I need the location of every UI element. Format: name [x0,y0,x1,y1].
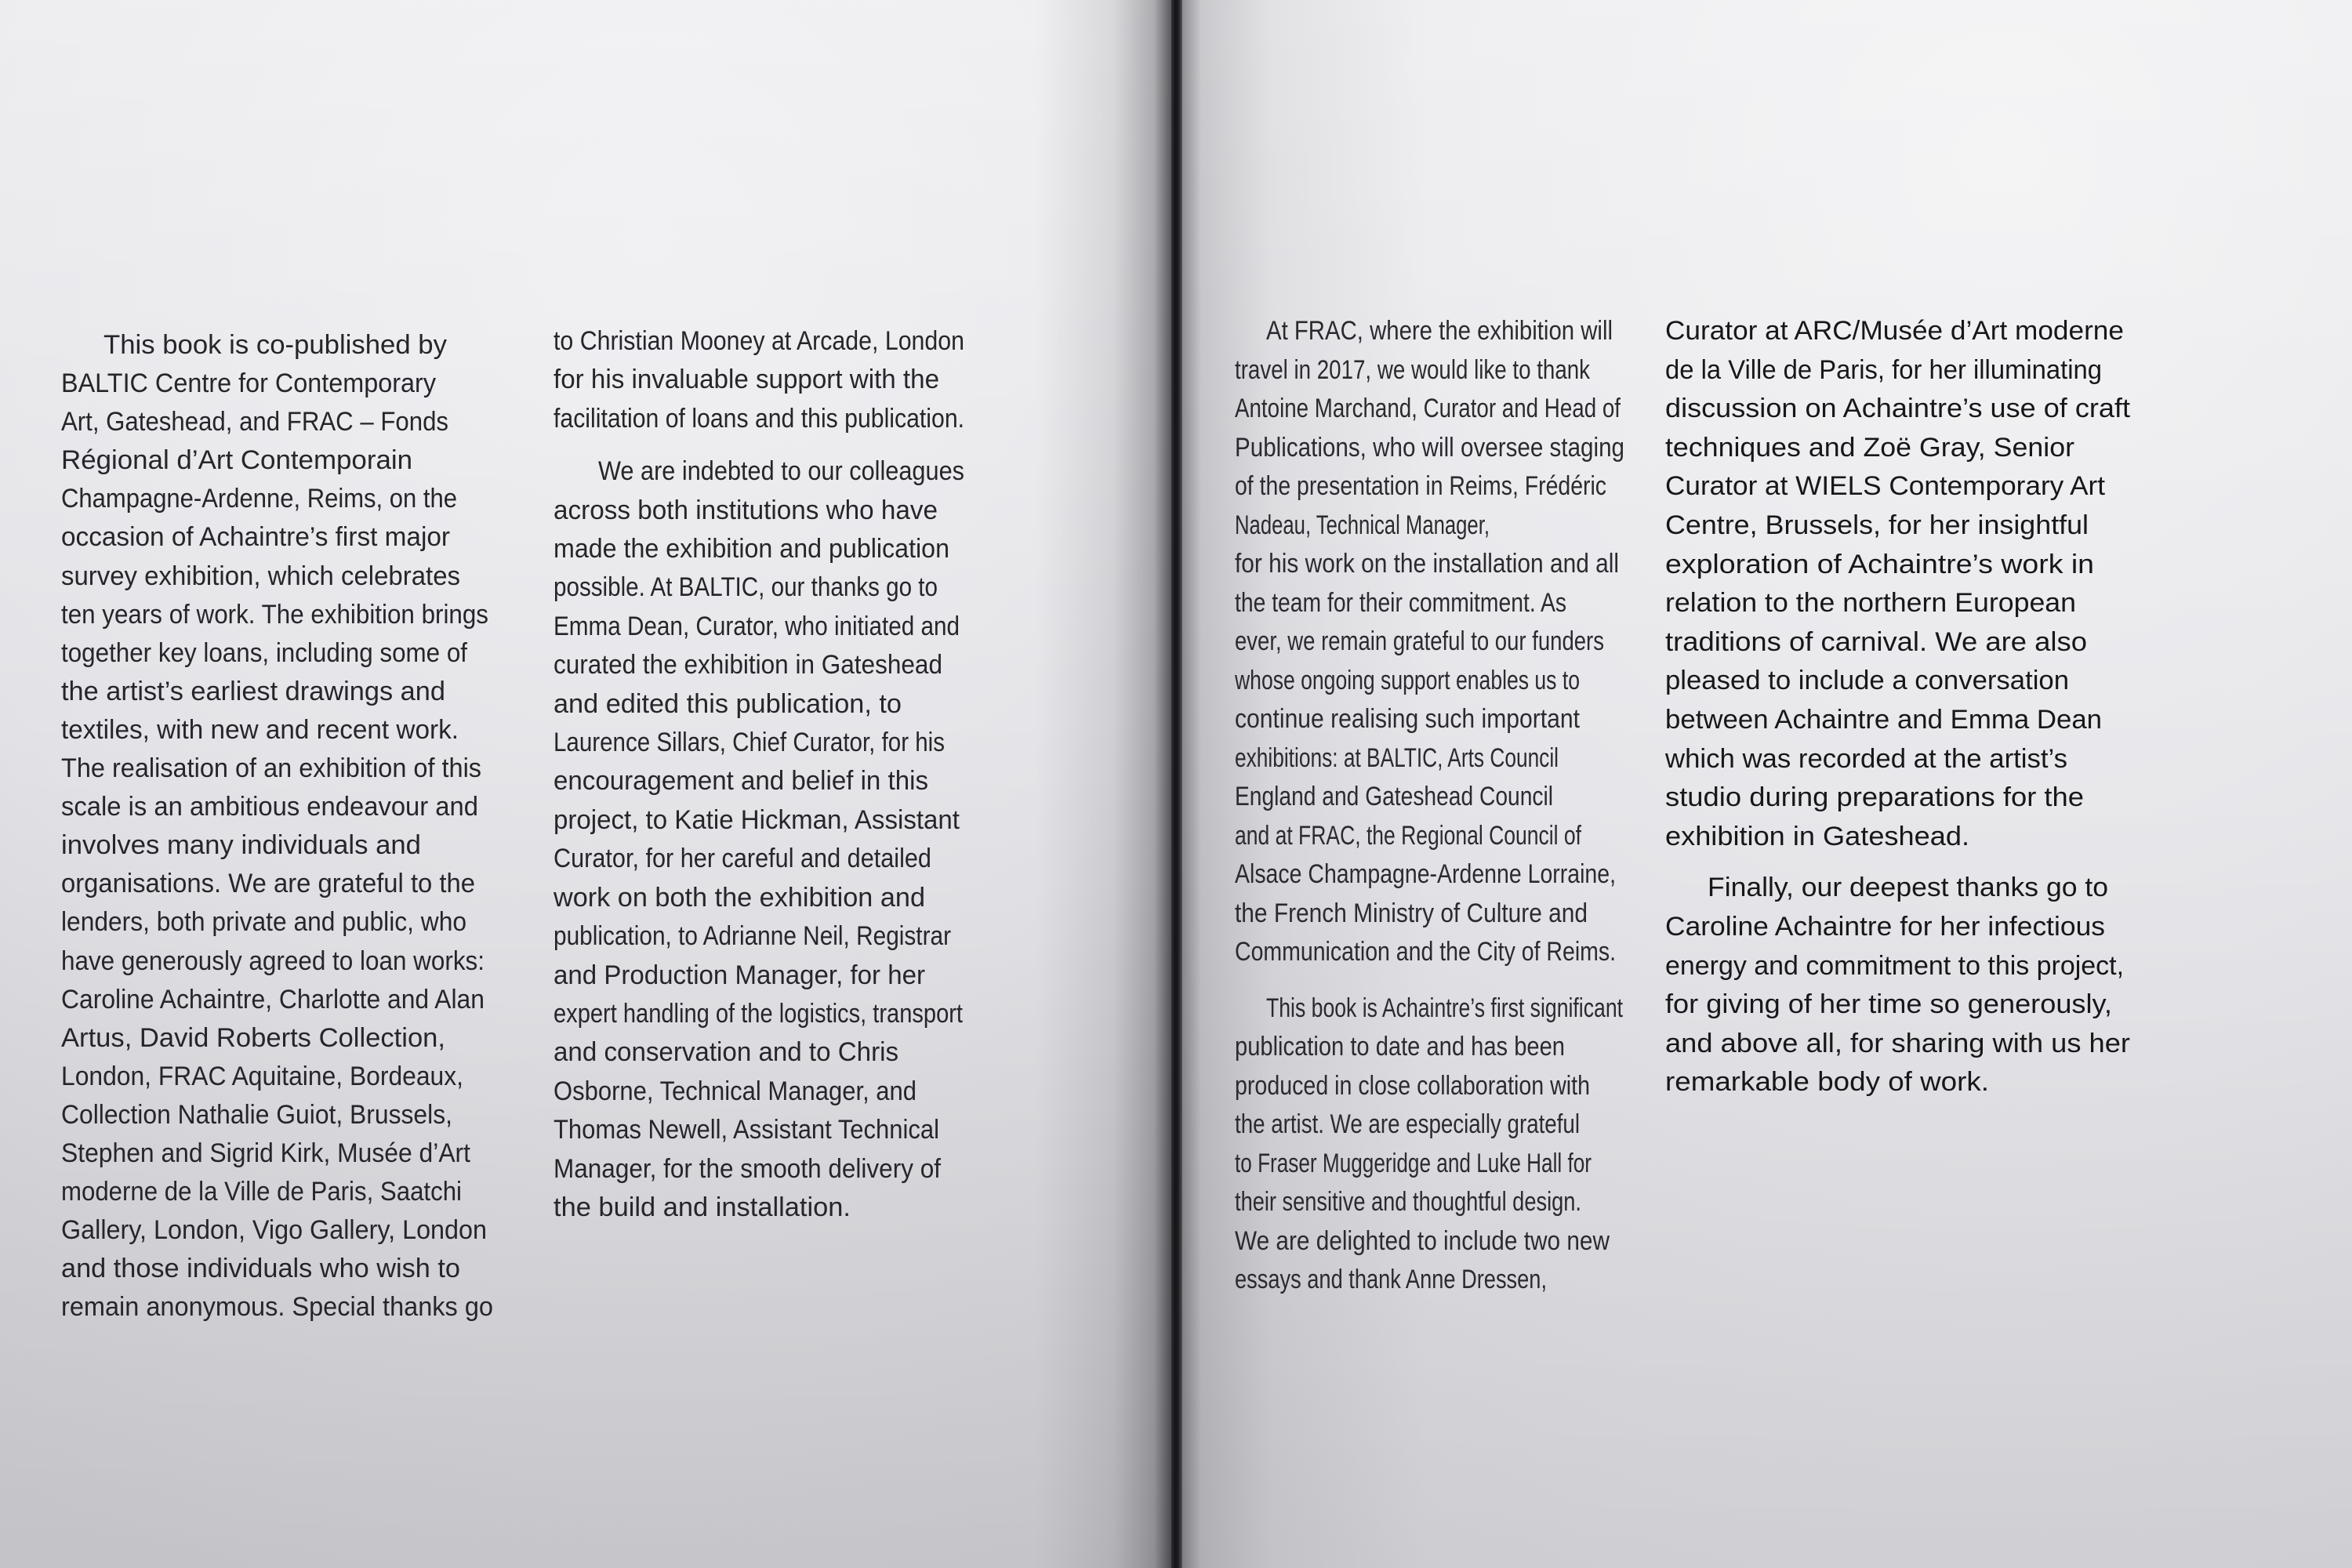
text-line: curated the exhibition in Gateshead [554,650,942,681]
text-line: techniques and Zoë Gray, Senior [1665,432,2075,463]
text-line: Collection Nathalie Guiot, Brussels, [61,1099,452,1130]
text-line: whose ongoing support enables us to [1235,665,1580,695]
text-line: We are indebted to our colleagues [598,456,965,487]
text-line: and Production Manager, for her [554,960,925,990]
text-line: de la Ville de Paris, for her illuminating [1665,354,2102,385]
text-line: travel in 2017, we would like to thank [1235,354,1591,385]
left-page-column-1 [61,326,524,1327]
text-line: and those individuals who wish to [61,1254,460,1284]
text-line: exhibitions: at BALTIC, Arts Council [1235,742,1559,773]
text-line: Curator at WIELS Contemporary Art [1665,471,2106,502]
text-line: Curator, for her careful and detailed [554,844,931,874]
text-line: relation to the northern European [1665,588,2077,619]
text-line: exploration of Achaintre’s work in [1665,549,2095,579]
text-line: London, FRAC Aquitaine, Bordeaux, [61,1061,464,1091]
text-line: pleased to include a conversation [1665,666,2070,696]
right-page-column-1 [1235,312,1722,1300]
text-line: Curator at ARC/Musée d’Art moderne [1665,316,2124,346]
text-line: involves many individuals and [61,830,421,861]
text-line: to Fraser Muggeridge and Luke Hall for [1235,1148,1592,1178]
paragraph [554,322,1032,438]
book-gutter [1171,0,1182,1568]
right-page-column-2 [1665,312,2130,1102]
right-page [1178,0,2352,1568]
text-line: Caroline Achaintre, Charlotte and Alan [61,984,485,1014]
text-line: Art, Gateshead, and FRAC – Fonds [61,407,449,437]
text-line: and above all, for sharing with us her [1665,1028,2130,1058]
text-line: of the presentation in Reims, Frédéric [1235,471,1607,501]
text-line: for his work on the installation and all [1235,549,1620,579]
text-line: the French Ministry of Culture and [1235,898,1588,928]
text-line: This book is co-published by [103,330,447,360]
text-line: Régional d’Art Contemporain [61,445,413,476]
text-line: Publications, who will oversee staging [1235,432,1625,463]
text-line: and conservation and to Chris [554,1037,899,1068]
text-line: Communication and the City of Reims. [1235,937,1617,967]
text-line: remarkable body of work. [1665,1067,1989,1098]
text-line: across both institutions who have [554,495,938,525]
text-line: studio during preparations for the [1665,782,2085,813]
text-line: We are delighted to include two new [1235,1225,1610,1256]
text-line: encouragement and belief in this [554,766,928,797]
text-line: England and Gateshead Council [1235,782,1554,811]
text-line: possible. At BALTIC, our thanks go to [554,572,938,603]
text-line: work on both the exhibition and [554,882,925,913]
text-line: moderne de la Ville de Paris, Saatchi [61,1177,462,1207]
text-line: Artus, David Roberts Collection, [61,1022,446,1053]
text-line: Laurence Sillars, Chief Curator, for his [554,728,945,758]
paragraph [1665,312,2130,856]
text-line: publication to date and has been [1235,1032,1565,1062]
text-line: the team for their commitment. As [1235,587,1567,618]
text-line: energy and commitment to this project, [1665,950,2125,981]
text-line: together key loans, including some of [61,637,468,668]
text-line: occasion of Achaintre’s first major [61,522,451,553]
paragraph [1665,869,2130,1102]
text-line: lenders, both private and public, who [61,907,467,938]
text-line: essays and thank Anne Dressen, [1235,1265,1548,1294]
text-line: This book is Achaintre’s first significant [1266,993,1624,1023]
text-line: Emma Dean, Curator, who initiated and [554,611,960,641]
text-line: Manager, for the smooth delivery of [554,1153,941,1184]
text-line: the build and installation. [554,1192,851,1222]
text-line: to Christian Mooney at Arcade, London [554,326,964,356]
text-line: Centre, Brussels, for her insightful [1665,510,2089,540]
text-line: and edited this publication, to [554,688,902,719]
text-line: discussion on Achaintre’s use of craft [1665,394,2130,424]
text-line: organisations. We are grateful to the [61,869,475,899]
paragraph [61,326,524,1327]
text-line: ten years of work. The exhibition brings [61,599,488,630]
text-line: BALTIC Centre for Contemporary [61,368,437,399]
text-line: Osborne, Technical Manager, and [554,1076,917,1106]
text-line: scale is an ambitious endeavour and [61,792,478,822]
text-line: Thomas Newell, Assistant Technical [554,1115,940,1145]
text-line: publication, to Adrianne Neil, Registrar [554,921,952,952]
text-line: remain anonymous. Special thanks go [61,1292,493,1323]
text-line: the artist. We are especially grateful [1235,1109,1580,1139]
text-line: continue realising such important [1235,704,1580,734]
text-line: The realisation of an exhibition of this [61,753,482,784]
paragraph [554,452,1032,1227]
text-line: exhibition in Gateshead. [1665,821,1970,851]
text-line: expert handling of the logistics, transport [554,998,964,1029]
text-line: Alsace Champagne-Ardenne Lorraine, [1235,859,1617,889]
text-line: Finally, our deepest thanks go to [1708,873,2108,903]
text-line: made the exhibition and publication [554,534,950,564]
text-line: Stephen and Sigrid Kirk, Musée d’Art [61,1138,471,1168]
text-line: traditions of carnival. We are also [1665,626,2088,657]
text-line: Caroline Achaintre for her infectious [1665,911,2105,942]
text-line: which was recorded at the artist’s [1665,743,2068,774]
text-line: Antoine Marchand, Curator and Head of [1235,394,1621,423]
text-line: between Achaintre and Emma Dean [1665,704,2103,735]
text-line: produced in close collaboration with [1235,1070,1591,1101]
paragraph [1235,312,1722,972]
text-line: textiles, with new and recent work. [61,714,459,745]
text-line: for giving of her time so generously, [1665,989,2112,1020]
text-line: and at FRAC, the Regional Council of [1235,820,1582,851]
text-line: ever, we remain grateful to our funders [1235,626,1604,656]
text-line: their sensitive and thoughtful design. [1235,1187,1581,1217]
text-line: for his invaluable support with the [554,365,940,395]
text-line: project, to Katie Hickman, Assistant [554,804,960,835]
text-line: Champagne-Ardenne, Reims, on the [61,484,457,514]
text-line: survey exhibition, which celebrates [61,561,460,591]
text-line: Nadeau, Technical Manager, [1235,510,1490,540]
text-line: the artist’s earliest drawings and [61,676,445,706]
paragraph [1235,989,1722,1300]
text-line: facilitation of loans and this publication. [554,403,965,434]
text-line: have generously agreed to loan works: [61,946,485,976]
text-line: At FRAC, where the exhibition will [1266,316,1613,346]
text-line: Gallery, London, Vigo Gallery, London [61,1215,488,1246]
left-page-column-2 [554,322,1032,1227]
